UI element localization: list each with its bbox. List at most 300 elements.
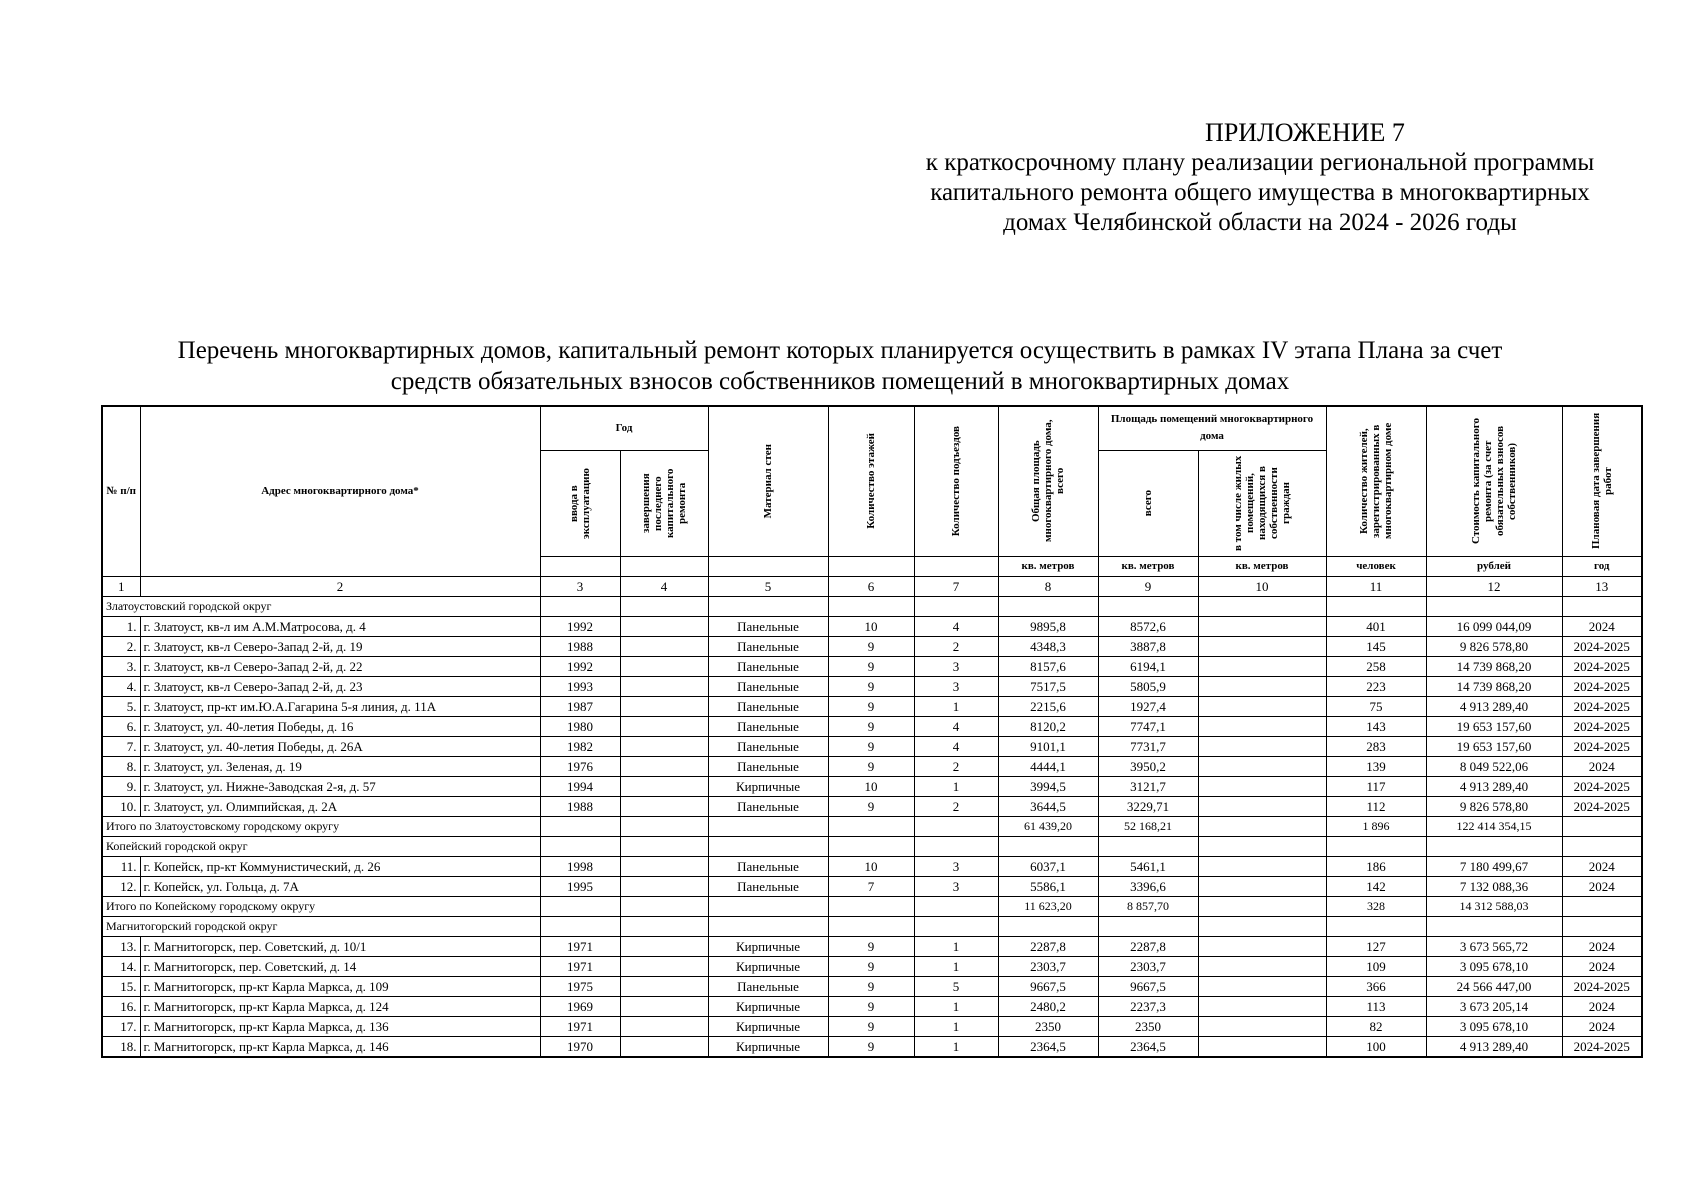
table-cell: 9 [828,716,914,736]
column-number: 6 [828,576,914,596]
table-cell: 186 [1326,856,1426,876]
empty-cell [1326,836,1426,856]
table-cell: 7 [828,876,914,896]
column-number: 13 [1562,576,1642,596]
table-cell: г. Магнитогорск, пер. Советский, д. 14 [140,956,540,976]
header-cost-text: Стоимость капитального ремонта (за счет обязательных взносов собственников) [1470,418,1519,545]
table-cell: 82 [1326,1016,1426,1036]
header-premises-residential [1198,450,1326,556]
table-cell [620,796,708,816]
empty-cell [1198,816,1326,836]
total-premises: 8 857,70 [1098,896,1198,916]
table-row [102,876,1642,896]
table-row [102,936,1642,956]
table-cell: 1992 [540,656,620,676]
total-row [102,816,1642,836]
list-title-line-1: Перечень многоквартирных домов, капитальный ремонт которых планируется осуществить в рамках IV этапа Плана за счет [177,337,1503,364]
empty-cell [828,916,914,936]
table-cell: 223 [1326,676,1426,696]
table-cell: 3994,5 [998,776,1098,796]
table-cell: 4348,3 [998,636,1098,656]
table-cell: 3 [914,856,998,876]
table-cell: 9101,1 [998,736,1098,756]
table-cell: 2350 [998,1016,1098,1036]
table-cell: г. Златоуст, ул. Зеленая, д. 19 [140,756,540,776]
empty-cell [828,836,914,856]
empty-cell [914,816,998,836]
unit-total-area: кв. метров [998,556,1098,576]
table-cell: г. Магнитогорск, пр-кт Карла Маркса, д. 146 [140,1036,540,1057]
table-row [102,856,1642,876]
column-number: 10 [1198,576,1326,596]
table-cell: 2024-2025 [1562,736,1642,756]
table-cell: 7747,1 [1098,716,1198,736]
table-cell: 2364,5 [1098,1036,1198,1057]
table-cell: 14 739 868,20 [1426,656,1562,676]
empty-cell [1098,596,1198,616]
empty-cell [620,596,708,616]
empty-cell [620,896,708,916]
table-cell: 9667,5 [1098,976,1198,996]
table-cell: г. Копейск, пр-кт Коммунистический, д. 26 [140,856,540,876]
column-number: 1 [102,576,140,596]
table-cell [620,616,708,636]
empty-cell [540,596,620,616]
table-cell: 8157,6 [998,656,1098,676]
table-cell: 9 [828,996,914,1016]
table-cell: 14 739 868,20 [1426,676,1562,696]
table-row [102,796,1642,816]
header-num: № п/п [102,406,140,576]
empty-cell [540,836,620,856]
unit-blank-5 [708,556,828,576]
table-cell: 4444,1 [998,756,1098,776]
table-cell: 100 [1326,1036,1426,1057]
appendix-title: ПРИЛОЖЕНИЕ 7 [1205,118,1405,147]
table-row [102,976,1642,996]
table-cell: 3 [914,676,998,696]
table-cell: 2024 [1562,616,1642,636]
table-row [102,996,1642,1016]
table-cell: 4 [914,736,998,756]
table-cell: г. Златоуст, кв-л Северо-Запад 2-й, д. 19 [140,636,540,656]
table-cell: 2024 [1562,1016,1642,1036]
table-cell: Панельные [708,856,828,876]
column-number: 5 [708,576,828,596]
table-cell [620,676,708,696]
table-cell: 2024-2025 [1562,696,1642,716]
table-cell: г. Магнитогорск, пр-кт Карла Маркса, д. 136 [140,1016,540,1036]
table-cell: 5 [914,976,998,996]
empty-cell [914,836,998,856]
table-cell: 3 095 678,10 [1426,956,1562,976]
table-cell: 12. [102,876,140,896]
table-cell: 1993 [540,676,620,696]
table-cell: 1987 [540,696,620,716]
table-row [102,696,1642,716]
table-cell [620,876,708,896]
header-entrances [914,406,998,556]
column-number: 12 [1426,576,1562,596]
table-cell: 16 099 044,09 [1426,616,1562,636]
header-year-commission [540,450,620,556]
table-cell: 3. [102,656,140,676]
table-cell: 1994 [540,776,620,796]
total-residents: 328 [1326,896,1426,916]
table-cell: 24 566 447,00 [1426,976,1562,996]
table-cell: 1969 [540,996,620,1016]
empty-cell [540,896,620,916]
header-premises-total [1098,450,1198,556]
table-cell: 2 [914,756,998,776]
table-cell: 2350 [1098,1016,1198,1036]
table-cell: 6194,1 [1098,656,1198,676]
table-cell: Панельные [708,716,828,736]
empty-cell [1562,896,1642,916]
empty-cell [828,596,914,616]
total-premises: 52 168,21 [1098,816,1198,836]
empty-cell [620,836,708,856]
table-cell: г. Златоуст, пр-кт им.Ю.А.Гагарина 5-я линия, д. 11А [140,696,540,716]
table-cell: 1 [914,1016,998,1036]
table-cell: 3950,2 [1098,756,1198,776]
table-row [102,616,1642,636]
table-cell: 10 [828,616,914,636]
table-header [102,406,1642,596]
list-title-line-2: средств обязательных взносов собственников помещений в многоквартирных домах [390,368,1290,395]
table-cell: 2024-2025 [1562,796,1642,816]
column-number: 3 [540,576,620,596]
table-cell: 1 [914,1036,998,1057]
table-cell: 6. [102,716,140,736]
table-cell: 2303,7 [1098,956,1198,976]
table-cell: 2024 [1562,856,1642,876]
table-cell: г. Златоуст, ул. Олимпийская, д. 2А [140,796,540,816]
table-row [102,656,1642,676]
table-row [102,1036,1642,1057]
table-cell: 1976 [540,756,620,776]
table-cell: 2024 [1562,996,1642,1016]
empty-cell [1562,596,1642,616]
table-cell: 4 [914,716,998,736]
header-residents-text: Количество жителей, зарегистрированных в многоквартирном доме [1358,423,1395,540]
table-cell [1198,716,1326,736]
table-cell [1198,676,1326,696]
table-cell: 9 [828,956,914,976]
empty-cell [1198,896,1326,916]
unit-blank-7 [914,556,998,576]
table-cell: 3887,8 [1098,636,1198,656]
table-cell: 14. [102,956,140,976]
table-cell: 10 [828,856,914,876]
table-cell: 2024-2025 [1562,776,1642,796]
table-cell: 1 [914,776,998,796]
table-cell: 143 [1326,716,1426,736]
table-cell: 6037,1 [998,856,1098,876]
table-cell: 2024-2025 [1562,976,1642,996]
table-cell: 113 [1326,996,1426,1016]
table-cell [620,696,708,716]
table-cell: 7731,7 [1098,736,1198,756]
empty-cell [708,896,828,916]
empty-cell [998,916,1098,936]
header-total-area-text: Общая площадь многоквартирного дома, всего [1030,420,1066,543]
table-cell: 1998 [540,856,620,876]
table-cell: г. Златоуст, кв-л Северо-Запад 2-й, д. 22 [140,656,540,676]
table-cell: 3 [914,876,998,896]
header-entrances-text: Количество подъездов [950,426,962,537]
header-planned-date-text: Плановая дата завершения работ [1589,413,1614,550]
header-total-area [998,406,1098,556]
table-cell [1198,616,1326,636]
table-cell: Кирпичные [708,776,828,796]
table-cell [620,996,708,1016]
list-title [60,335,1620,397]
table-cell: 1 [914,696,998,716]
total-row [102,896,1642,916]
empty-cell [1562,816,1642,836]
table-row [102,716,1642,736]
header-wall-material [708,406,828,556]
table-cell: 1971 [540,956,620,976]
table-cell: 3644,5 [998,796,1098,816]
table-cell [1198,936,1326,956]
table-cell: 1 [914,936,998,956]
column-numbers-row [102,576,1642,596]
empty-cell [708,916,828,936]
table-cell: г. Магнитогорск, пр-кт Карла Маркса, д. 109 [140,976,540,996]
table-cell [1198,736,1326,756]
header-residents [1326,406,1426,556]
table-cell [1198,636,1326,656]
section-row [102,916,1642,936]
unit-cost: рублей [1426,556,1562,576]
table-cell: 9 [828,676,914,696]
empty-cell [998,596,1098,616]
table-cell: 283 [1326,736,1426,756]
table-cell: 2287,8 [998,936,1098,956]
header-year-last-repair-text: завершения последнего капитального ремонта [640,468,688,538]
table-cell: 9 [828,936,914,956]
table-cell: 1982 [540,736,620,756]
table-cell: 5586,1 [998,876,1098,896]
column-number: 9 [1098,576,1198,596]
table-cell: 15. [102,976,140,996]
table-cell: 117 [1326,776,1426,796]
table-cell: 3 673 205,14 [1426,996,1562,1016]
empty-cell [1426,836,1562,856]
header-year-last-repair [620,450,708,556]
table-cell: 4 913 289,40 [1426,1036,1562,1057]
table-cell: 1975 [540,976,620,996]
table-cell: 9 [828,636,914,656]
empty-cell [540,916,620,936]
table-cell: 5. [102,696,140,716]
empty-cell [1326,916,1426,936]
table-cell: 2024 [1562,956,1642,976]
table-cell: 2024 [1562,936,1642,956]
table-cell [620,1036,708,1057]
table-row [102,756,1642,776]
table-cell: 109 [1326,956,1426,976]
empty-cell [1326,596,1426,616]
table-cell: 7517,5 [998,676,1098,696]
table-cell: 1992 [540,616,620,636]
table-body [102,596,1642,1057]
table-cell [620,656,708,676]
column-number: 2 [140,576,540,596]
empty-cell [1098,836,1198,856]
header-premises-area: Площадь помещений многоквартирного дома [1098,406,1326,450]
table-cell: Панельные [708,736,828,756]
table-cell: 2215,6 [998,696,1098,716]
table-cell: 8572,6 [1098,616,1198,636]
table-cell: 2024-2025 [1562,716,1642,736]
section-name: Златоустовский городской округ [102,596,540,616]
table-cell: 4 913 289,40 [1426,696,1562,716]
table-cell: 2 [914,636,998,656]
header-year: Год [540,406,708,450]
table-cell: 2 [914,796,998,816]
table-cell: 7. [102,736,140,756]
header-planned-date [1562,406,1642,556]
table-cell [620,936,708,956]
table-cell [1198,1036,1326,1057]
total-cost: 122 414 354,15 [1426,816,1562,836]
table-cell: Панельные [708,676,828,696]
column-number: 7 [914,576,998,596]
header-wall-material-text: Материал стен [762,444,774,519]
table-cell: 127 [1326,936,1426,956]
table-cell: 9 [828,656,914,676]
table-cell: 145 [1326,636,1426,656]
table-cell: Панельные [708,876,828,896]
houses-table [101,405,1643,1058]
unit-blank-3 [540,556,620,576]
table-cell: 2364,5 [998,1036,1098,1057]
appendix-line-2: капитального ремонта общего имущества в многоквартирных [930,179,1590,206]
table-cell: г. Златоуст, ул. 40-летия Победы, д. 16 [140,716,540,736]
table-cell: 5461,1 [1098,856,1198,876]
table-cell [620,976,708,996]
table-cell: 2287,8 [1098,936,1198,956]
table-cell: 9 [828,696,914,716]
unit-residents: человек [1326,556,1426,576]
empty-cell [828,816,914,836]
table-cell: 2024-2025 [1562,656,1642,676]
table-cell: 9 [828,1036,914,1057]
table-cell [1198,776,1326,796]
table-cell [1198,756,1326,776]
unit-planned-date: год [1562,556,1642,576]
table-cell: Панельные [708,796,828,816]
table-cell: г. Копейск, ул. Гольца, д. 7А [140,876,540,896]
table-cell: Кирпичные [708,996,828,1016]
table-row [102,636,1642,656]
table-cell: 258 [1326,656,1426,676]
table-cell: г. Златоуст, ул. Нижне-Заводская 2-я, д. 57 [140,776,540,796]
table-cell: 401 [1326,616,1426,636]
column-number: 4 [620,576,708,596]
table-cell: 1971 [540,1016,620,1036]
table-cell: 3 095 678,10 [1426,1016,1562,1036]
table-cell: 2480,2 [998,996,1098,1016]
table-cell: 9 826 578,80 [1426,636,1562,656]
table-cell [1198,696,1326,716]
table-cell: 19 653 157,60 [1426,716,1562,736]
table-cell: 2024-2025 [1562,676,1642,696]
table-cell [620,776,708,796]
empty-cell [1098,916,1198,936]
table-cell: 4 913 289,40 [1426,776,1562,796]
unit-blank-4 [620,556,708,576]
table-cell: 3229,71 [1098,796,1198,816]
unit-premises-residential: кв. метров [1198,556,1326,576]
header-premises-total-text: всего [1142,489,1154,517]
table-cell: Кирпичные [708,1036,828,1057]
total-label: Итого по Копейскому городскому округу [102,896,540,916]
table-cell: г. Златоуст, кв-л Северо-Запад 2-й, д. 23 [140,676,540,696]
table-cell: г. Златоуст, ул. 40-летия Победы, д. 26А [140,736,540,756]
header-floors-text: Количество этажей [865,433,877,530]
table-cell: Панельные [708,656,828,676]
table-cell [1198,1016,1326,1036]
table-cell: 8 049 522,06 [1426,756,1562,776]
table-cell: 1988 [540,796,620,816]
table-cell: 8120,2 [998,716,1098,736]
table-cell: 366 [1326,976,1426,996]
table-cell: г. Златоуст, кв-л им А.М.Матросова, д. 4 [140,616,540,636]
table-cell: 10. [102,796,140,816]
empty-cell [828,896,914,916]
table-cell [620,636,708,656]
table-cell: 2024 [1562,876,1642,896]
table-cell [1198,876,1326,896]
empty-cell [914,596,998,616]
table-cell [620,756,708,776]
section-row [102,596,1642,616]
table-cell [1198,656,1326,676]
section-row [102,836,1642,856]
empty-cell [540,816,620,836]
table-cell [1198,856,1326,876]
unit-premises-total: кв. метров [1098,556,1198,576]
table-cell: 112 [1326,796,1426,816]
header-year-commission-text: ввода в эксплуатацию [568,467,592,539]
table-cell: 2024-2025 [1562,1036,1642,1057]
table-cell [620,736,708,756]
table-cell: Кирпичные [708,956,828,976]
table-cell: 18. [102,1036,140,1057]
total-area: 61 439,20 [998,816,1098,836]
section-name: Копейский городской округ [102,836,540,856]
table-cell: 9667,5 [998,976,1098,996]
table-cell: 3 [914,656,998,676]
table-cell [1198,796,1326,816]
table-cell: 1988 [540,636,620,656]
table-cell: 3 673 565,72 [1426,936,1562,956]
empty-cell [1198,836,1326,856]
empty-cell [1562,916,1642,936]
table-cell: 1 [914,996,998,1016]
empty-cell [1562,836,1642,856]
table-cell: 4. [102,676,140,696]
header-premises-residential-text: в том числе жилых помещений, находящихся в собственности граждан [1232,455,1292,551]
table-row [102,736,1642,756]
empty-cell [1426,916,1562,936]
table-row [102,676,1642,696]
table-cell: Панельные [708,976,828,996]
